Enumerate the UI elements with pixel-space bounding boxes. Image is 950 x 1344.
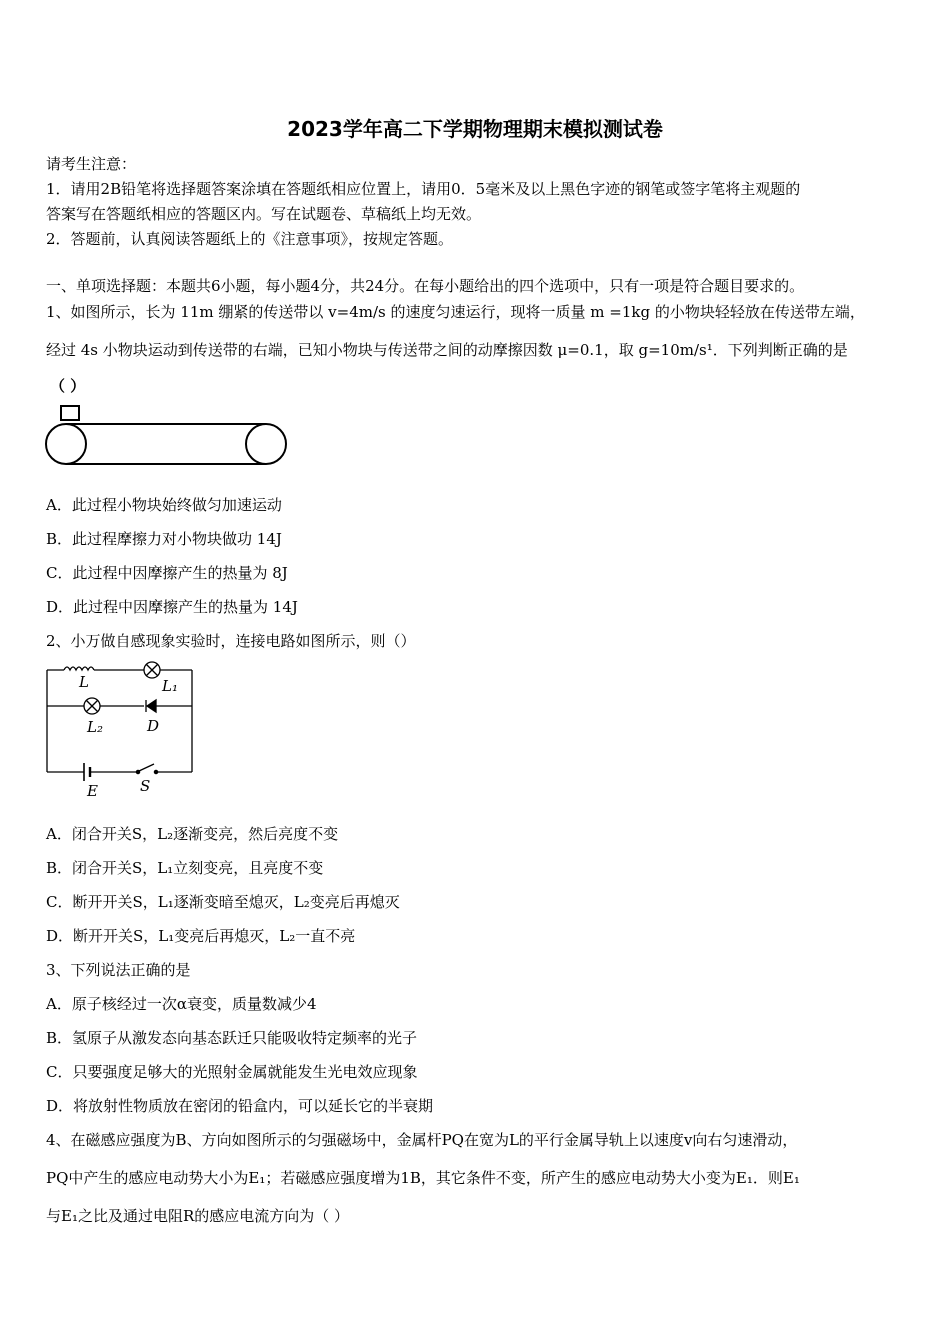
q3-option-a: A．原子核经过一次α衰变，质量数减少4 xyxy=(46,995,317,1013)
block xyxy=(61,406,79,420)
inductor-coil xyxy=(64,667,94,670)
notice-line-1b: 答案写在答题纸相应的答题区内。写在试题卷、草稿纸上均无效。 xyxy=(46,205,482,223)
label-L1: L₁ xyxy=(162,677,178,695)
section-heading: 一、单项选择题：本题共6小题，每小题4分，共24分。在每小题给出的四个选项中，只有一项是符合题目要求的。 xyxy=(46,277,805,295)
label-L: L xyxy=(79,673,89,691)
conveyor-belt-diagram xyxy=(44,404,290,470)
q4-stem-line2: PQ中产生的感应电动势大小为E₁；若磁感应强度增为1B，其它条件不变，所产生的感应电动势大小变为E₁．则E₁ xyxy=(46,1169,800,1187)
label-S: S xyxy=(140,777,151,795)
q1-answer-bracket: （ ） xyxy=(50,377,86,395)
label-E: E xyxy=(87,782,98,800)
label-D: D xyxy=(147,717,160,735)
q2-option-d: D．断开开关S，L₁变亮后再熄灭，L₂一直不亮 xyxy=(46,927,356,945)
q1-stem-line1: 1、如图所示，长为 11m 绷紧的传送带以 v=4m/s 的速度匀速运行，现将一质量 m =1kg 的小物块轻轻放在传送带左端， xyxy=(46,303,865,321)
q4-stem-line1: 4、在磁感应强度为B、方向如图所示的匀强磁场中，金属杆PQ在宽为L的平行金属导轨上以速度v向右匀速滑动， xyxy=(46,1131,798,1149)
q3-option-c: C．只要强度足够大的光照射金属就能发生光电效应现象 xyxy=(46,1063,418,1081)
q2-option-b: B．闭合开关S，L₁立刻变亮，且亮度不变 xyxy=(46,859,324,877)
q1-option-d: D．此过程中因摩擦产生的热量为 14J xyxy=(46,598,298,616)
label-L2: L₂ xyxy=(87,718,103,736)
q1-option-a: A．此过程小物块始终做匀加速运动 xyxy=(46,496,282,514)
q1-option-c: C．此过程中因摩擦产生的热量为 8J xyxy=(46,564,288,582)
q3-option-b: B．氢原子从激发态向基态跃迁只能吸收特定频率的光子 xyxy=(46,1029,418,1047)
q1-stem-line2: 经过 4s 小物块运动到传送带的右端，已知小物块与传送带之间的动摩擦因数 μ=0.1，取 g=10m/s¹．下列判断正确的是 xyxy=(46,341,848,359)
switch xyxy=(139,764,154,771)
page-title: 2023学年高二下学期物理期末模拟测试卷 xyxy=(287,117,663,141)
q3-stem: 3、下列说法正确的是 xyxy=(46,961,191,979)
notice-line-1a: 1．请用2B铅笔将选择题答案涂填在答题纸相应位置上，请用0．5毫米及以上黑色字迹的钢笔或签字笔将主观题的 xyxy=(46,180,801,198)
left-pulley xyxy=(46,424,86,464)
diode xyxy=(147,700,156,712)
q1-option-b: B．此过程摩擦力对小物块做功 14J xyxy=(46,530,282,548)
q4-stem-line3: 与E₁之比及通过电阻R的感应电流方向为（ ） xyxy=(46,1207,350,1225)
notice-heading: 请考生注意： xyxy=(46,155,137,173)
right-pulley xyxy=(246,424,286,464)
notice-line-2: 2．答题前，认真阅读答题纸上的《注意事项》，按规定答题。 xyxy=(46,230,454,248)
q2-option-c: C．断开开关S，L₁逐渐变暗至熄灭，L₂变亮后再熄灭 xyxy=(46,893,400,911)
q3-option-d: D．将放射性物质放在密闭的铅盒内，可以延长它的半衰期 xyxy=(46,1097,434,1115)
q2-option-a: A．闭合开关S，L₂逐渐变亮，然后亮度不变 xyxy=(46,825,339,843)
q2-stem: 2、小万做自感现象实验时，连接电路如图所示，则（） xyxy=(46,632,416,650)
